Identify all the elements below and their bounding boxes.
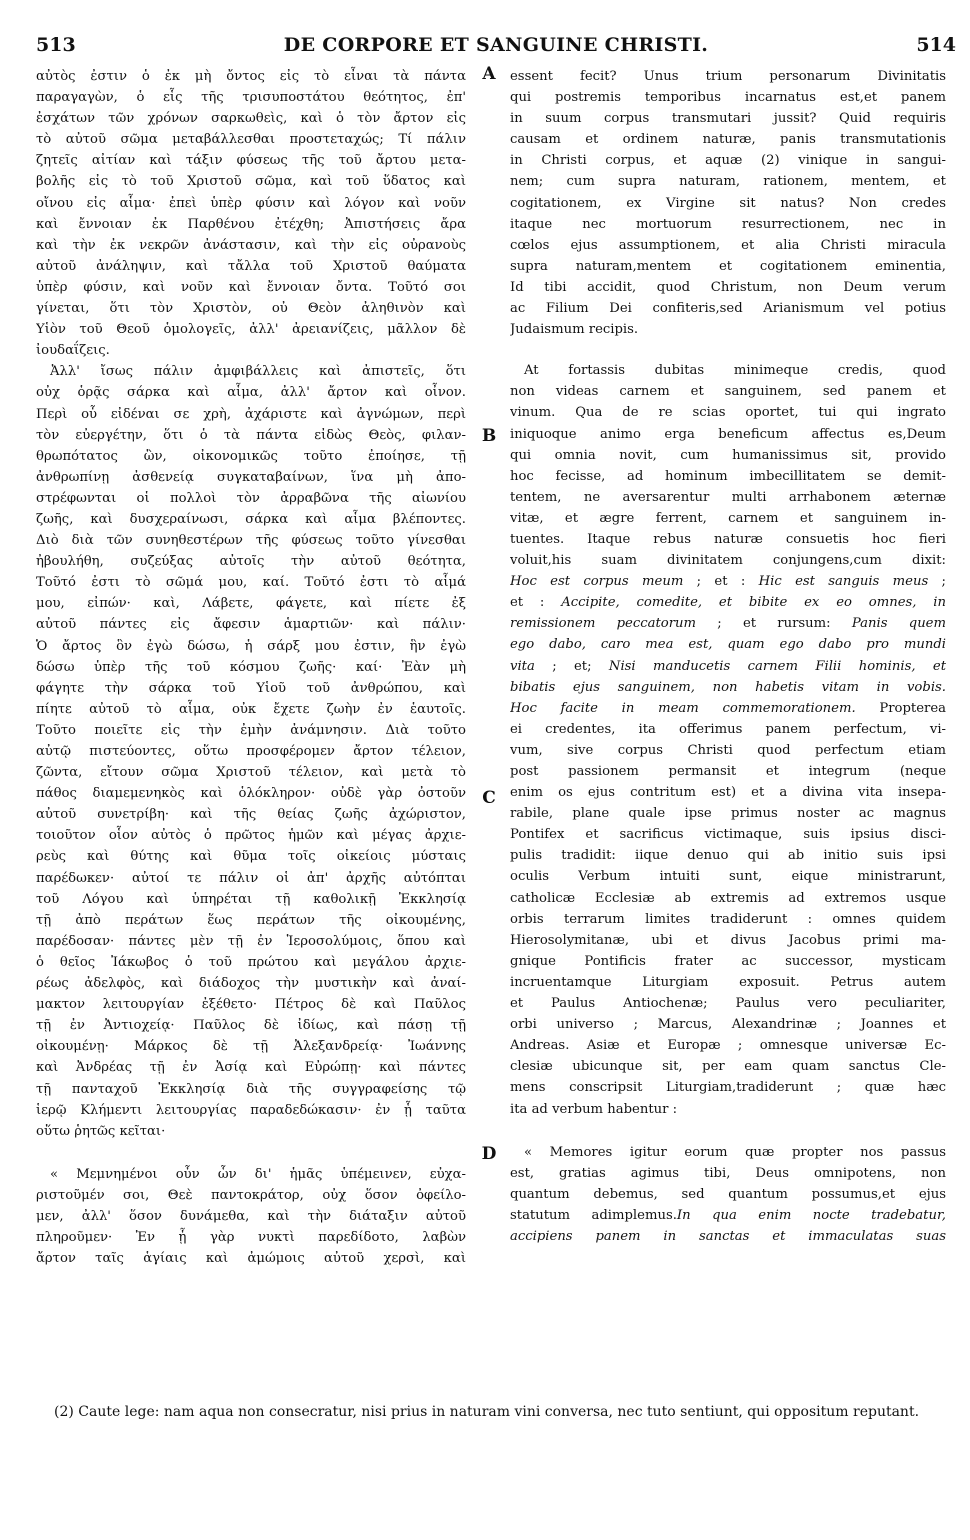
- text-run: ; et rursum:: [696, 616, 852, 632]
- text-line: Υἱὸν τοῦ Θεοῦ ὁμολογεῖς, ἀλλ' ἀρειανίζεις, μᾶλλον δὲ: [36, 322, 466, 338]
- text-line: ἐσχάτων τῶν χρόνων σαρκωθεὶς, καὶ ὁ τὸν ἄρτον εἰς: [36, 111, 466, 127]
- text-line: τῇ ἀπὸ περάτων ἕως περάτων τῆς οἰκουμένης,: [36, 912, 466, 928]
- text-line: hoc fecisse, ad hominum imbecillitatem se demit-: [510, 468, 946, 484]
- italic-quote: Hoc facite in meam commemorationem.: [510, 700, 856, 716]
- text-line: ρέως ἀδελφὸς, καὶ διάδοχος τὴν μυστικὴν καὶ ἀναί-: [36, 976, 466, 992]
- text-line: αὐτῷ πιστεύοντες, οὕτω προσφέρομεν ἄρτον τέλειον,: [36, 744, 466, 759]
- text-line: Hierosolymitanæ, ubi et divus Jacobus primi ma-: [510, 932, 946, 948]
- text-line: παραγαγὼν, ὁ εἷς τῆς τρισυποστάτου θεότητος, ἐπ': [36, 90, 466, 106]
- text-line: ὑπὲρ φύσιν, καὶ νοῦν καὶ ἔννοιαν ὄντα. Τοῦτό σοι: [36, 279, 466, 295]
- text-line: ριστοῦμέν σοι, Θεὲ παντοκράτορ, οὐχ ὅσον ὀφείλο-: [36, 1187, 466, 1203]
- italic-quote: Hic est sanguis meus: [758, 574, 929, 590]
- text-line: tuentes. Itaque rebus naturæ consuetis hoc fieri: [510, 531, 946, 547]
- text-line: ἰουδαΐζεις.: [36, 343, 110, 359]
- text-line: ἄρτον ταῖς ἁγίαις καὶ ἀμώμοις αὐτοῦ χερσὶ, καὶ: [36, 1251, 466, 1267]
- text-line: causam et ordinem naturæ, panis transmutationis: [510, 132, 946, 148]
- italic-quote: remissionem peccatorum: [510, 616, 696, 632]
- text-line: enim os ejus contritum est) et a divina vita insepa-: [510, 785, 946, 801]
- text-line: Περὶ οὗ εἰδέναι σε χρὴ, ἀχάριστε καὶ ἀγνώμων, περὶ: [36, 406, 466, 422]
- italic-quote: Accipite, comedite, et bibite ex eo omnes, in: [561, 595, 946, 611]
- text-line: τὸν εὐεργέτην, ὅτι ὁ τὰ πάντα εἰδὼς Θεὸς, φιλαν-: [36, 427, 466, 443]
- text-line: θρωπότατος ὢν, οἰκονομικῶς τοῦτο ἐποίησε, τῇ: [36, 448, 466, 464]
- text-line: ζῶντα, εἴτουν σῶμα Χριστοῦ τέλειον, καὶ μετὰ τὸ: [36, 765, 466, 781]
- text-line: orbi universo ; Marcus, Alexandrinæ ; Joannes et: [510, 1017, 946, 1033]
- text-line: Judaismum recipis.: [510, 322, 639, 338]
- text-run: ; et;: [534, 658, 609, 674]
- text-line: vinum. Qua de re scias oportet, tui qui ingrato: [510, 405, 946, 421]
- latin-column: [510, 66, 946, 1247]
- text-line: γίνεται, ὅτι τὸν Χριστὸν, οὐ Θεὸν ἀληθινὸν καὶ: [36, 301, 466, 317]
- greek-paragraph: [36, 66, 466, 361]
- text-line: οὕτω ῥητῶς κεῖται·: [36, 1123, 166, 1139]
- text-line: iniquoque animo erga beneficum affectus es,Deum: [510, 426, 946, 442]
- text-line: in Christi corpus, et aquæ (2) vinique in sangui-: [510, 153, 946, 169]
- text-line: [510, 592, 946, 613]
- text-line: Ἀλλ' ἴσως πάλιν ἀμφιβάλλεις καὶ ἀπιστεῖς, ὅτι: [50, 364, 466, 380]
- text-line: ita ad verbum habentur :: [510, 1101, 678, 1117]
- latin-paragraph: [510, 1142, 946, 1247]
- latin-paragraph: [510, 719, 946, 1120]
- text-line: τῇ ἐν Ἀντιοχείᾳ· Παῦλος δὲ ἰδίως, καὶ πάσῃ τῇ: [36, 1018, 466, 1034]
- text-line: Pontifex et sacrificus victimaque, suis ipsius disci-: [510, 827, 946, 843]
- text-line: μεν, ἀλλ' ὅσον δυνάμεθα, καὶ τὴν διάταξιν αὐτοῦ: [36, 1208, 466, 1224]
- text-line: vitæ, et ægre ferrent, carnem et sanguinem in-: [510, 510, 946, 526]
- italic-quote: In qua enim nocte tradebatur,: [676, 1207, 946, 1223]
- text-line: μου, εἰπών· καὶ, Λάβετε, φάγετε, καὶ πίετε ἐξ: [36, 596, 466, 612]
- greek-paragraph: [36, 1164, 466, 1269]
- text-line: essent fecit? Unus trium personarum Divinitatis: [510, 69, 946, 84]
- text-line: « Μεμνημένοι οὖν ὧν δι' ἡμᾶς ὑπέμεινεν, εὐχα-: [50, 1166, 466, 1182]
- text-line: αὐτοῦ ἀνάληψιν, καὶ τἄλλα τοῦ Χριστοῦ θαύματα: [36, 258, 466, 274]
- text-line: ei credentes, ita offerimus panem perfectum, vi-: [510, 721, 946, 737]
- text-line: est, gratias agimus tibi, Deus omnipotens, non: [510, 1165, 946, 1181]
- text-line: post passionem permansit et integrum (neque: [510, 764, 946, 779]
- text-line: πάθος διαμεμενηκὸς καὶ ὁλόκληρον· οὐδὲ γὰρ ὀστοῦν: [36, 786, 466, 802]
- latin-paragraph-italic: [510, 571, 946, 719]
- paragraph-gap: [510, 340, 946, 360]
- page-number-left: 513: [36, 34, 76, 56]
- text-line: ὁ θεῖος Ἰάκωβος ὁ τοῦ πρώτου καὶ μεγάλου ἀρχιε-: [36, 954, 466, 970]
- text-line: orbis terrarum limites tradiderunt : omnes quidem: [510, 911, 946, 927]
- text-line: βολῆς εἰς τὸ τοῦ Χριστοῦ σῶμα, καὶ τοῦ ὕδατος καὶ: [36, 174, 466, 190]
- page-number-right: 514: [916, 34, 956, 56]
- greek-column: [36, 66, 466, 1269]
- text-line: tentem, ne aversarentur multi arrhabonem æternæ: [510, 489, 946, 505]
- text-line: ἠβουλήθη, συζεύξας αὐτοῖς τὴν αὐτοῦ θεότητα,: [36, 554, 466, 570]
- text-run: statutum adimplemus.: [510, 1207, 677, 1223]
- text-line: αὐτοῦ πάντες εἰς ἄφεσιν ἁμαρτιῶν· καὶ πάλιν·: [36, 617, 466, 633]
- text-run: et :: [510, 595, 562, 611]
- text-line: παρέδοσαν· πάντες μὲν τῇ ἐν Ἱεροσολύμοις, ὅπου καὶ: [36, 933, 466, 949]
- text-run: ; et :: [683, 574, 759, 590]
- latin-paragraph: [510, 360, 946, 571]
- text-line: ἀνθρωπίνῃ ἀσθενείᾳ συγκαταβαίνων, ἵνα μὴ ἀπο-: [36, 469, 466, 485]
- latin-paragraph: [510, 66, 946, 340]
- text-line: accipiens panem in sanctas et immaculatas suas: [510, 1228, 946, 1244]
- text-line: [510, 634, 946, 655]
- italic-quote: ego dabo, caro mea est, quam ego dabo pro mundi: [510, 637, 946, 653]
- text-line: « Memores igitur eorum quæ propter nos passus: [524, 1144, 946, 1160]
- text-line: [510, 656, 946, 677]
- text-line: vum, sive corpus Christi quod perfectum etiam: [510, 742, 946, 758]
- text-line: voluit,his suam divinitatem conjungens,cum dixit:: [510, 553, 946, 569]
- text-line: [510, 571, 946, 592]
- text-run: ;: [928, 574, 946, 590]
- text-line: πληροῦμεν· Ἐν ᾗ γὰρ νυκτὶ παρεδίδοτο, λαβὼν: [36, 1230, 466, 1246]
- text-line: τῇ πανταχοῦ Ἐκκλησίᾳ διὰ τῆς συγγραφείσης τῷ: [36, 1081, 466, 1097]
- text-line: καὶ Ἀνδρέας τῇ ἐν Ἀσίᾳ καὶ Εὐρώπῃ· καὶ πάντες: [36, 1060, 466, 1076]
- section-marker-b: B: [481, 426, 497, 446]
- paragraph-gap: [36, 1142, 466, 1164]
- text-line: ἱερῷ Κλήμεντι λειτουργίας παραδεδώκασιν· ἐν ᾗ ταῦτα: [36, 1102, 466, 1118]
- text-line: ρεὺς καὶ θύτης καὶ θῦμα τοῖς οἰκείοις μύσταις: [36, 849, 466, 865]
- italic-quote: vita: [510, 658, 535, 674]
- text-line: τοῦ Λόγου καὶ ὑπηρέται τῇ καθολικῇ Ἐκκλησίᾳ: [36, 891, 466, 907]
- text-line: Id tibi accidit, quod Christum, non Deum verum: [510, 279, 946, 295]
- text-line: αὐτὸς ἐστιν ὁ ἐκ μὴ ὄντος εἰς τὸ εἶναι τὰ πάντα: [36, 69, 466, 84]
- text-line: φάγητε τὴν σάρκα τοῦ Υἱοῦ τοῦ ἀνθρώπου, καὶ: [36, 680, 466, 696]
- text-line: Τοῦτό ἐστι τὸ σῶμά μου, καί. Τοῦτό ἐστι τὸ αἷμά: [36, 575, 466, 591]
- section-marker-a: A: [482, 64, 496, 84]
- text-line: supra naturam,mentem et cogitationem eminentia,: [510, 258, 946, 274]
- text-line: καὶ ἔννοιαν ἐκ Παρθένου ἐτέχθη; Ἀπιστήσεις ἄρα: [36, 216, 466, 232]
- text-line: incruentamque Liturgiam exposuit. Petrus autem: [510, 974, 946, 990]
- text-line: Ὁ ἄρτος ὃν ἐγὼ δώσω, ἡ σάρξ μου ἐστιν, ἣν ἐγὼ: [36, 638, 466, 654]
- text-line: τοιοῦτον οἷον αὐτὸς ὁ πρῶτος ἡμῶν καὶ μέγας ἀρχιε-: [36, 828, 466, 844]
- text-line: qui omnia novit, cum humanissimus sit, provido: [510, 447, 946, 463]
- text-line: [510, 1205, 946, 1226]
- text-line: ζητεῖς αἰτίαν καὶ τάξιν φύσεως τῆς τοῦ ἄρτου μετα-: [36, 153, 466, 169]
- text-line: non videas carnem et sanguinem, sed panem et: [510, 384, 946, 400]
- text-line: qui postremis temporibus incarnatus est,et panem: [510, 90, 946, 106]
- text-line: δώσω ὑπὲρ τῆς τοῦ κόσμου ζωῆς· καί· Ἐὰν μὴ: [36, 659, 466, 675]
- text-line: [510, 698, 946, 719]
- text-line: itaque nec mortuorum resurrectionem, nec in: [510, 216, 946, 232]
- text-line: At fortassis dubitas minimeque credis, quod: [524, 363, 946, 379]
- text-line: clesiæ ubicunque sit, per eam quam sanctus Cle-: [510, 1059, 946, 1075]
- text-line: τὸ αὐτοῦ σῶμα μεταβάλλεσθαι προστεταχώς; Τί πάλιν: [36, 132, 466, 148]
- text-line: nem; cum supra naturam, rationem, mentem, et: [510, 174, 946, 190]
- text-line: καὶ τὴν ἐκ νεκρῶν ἀνάστασιν, καὶ τὴν εἰς οὐρανοὺς: [36, 237, 466, 253]
- text-run: Propterea: [855, 700, 946, 716]
- italic-quote: bibatis ejus sanguinem, non habetis vitam in vobis.: [510, 679, 946, 695]
- paragraph-gap: [510, 1120, 946, 1142]
- footnote: (2) Caute lege: nam aqua non consecratur, nisi prius in naturam vini conversa, nec tuto sentiunt, qui oppositum reputant.: [54, 1404, 920, 1420]
- text-line: ζωῆς, καὶ δυσχεραίνωσι, σάρκα καὶ αἷμα βλέποντες.: [36, 511, 466, 527]
- text-line: cœlos ejus assumptionem, et alia Christi miracula: [510, 237, 946, 253]
- italic-quote: Panis quem: [851, 616, 946, 632]
- text-line: gnique Pontificis frater ac successor, mysticam: [510, 953, 946, 969]
- text-line: pulis tradidit: iique denuo qui ab initio suis ipsi: [510, 848, 946, 864]
- text-line: οἴνου εἰς αἷμα· ἐπεὶ ὑπὲρ φύσιν καὶ λόγον καὶ νοῦν: [36, 195, 466, 211]
- text-line: Andreas. Asiæ et Europæ ; omnesque universæ Ec-: [510, 1038, 946, 1054]
- text-line: στρέφωνται οἱ πολλοὶ τὸν ἀρραβῶνα τῆς αἰωνίου: [36, 490, 466, 506]
- text-line: et Paulus Antiochenæ; Paulus vero peculiariter,: [510, 996, 946, 1012]
- italic-quote: Nisi manducetis carnem Filii hominis, et: [608, 658, 946, 674]
- text-line: catholicæ Ecclesiæ ab extremis ad extremos usque: [510, 890, 946, 906]
- section-marker-d: D: [481, 1144, 497, 1164]
- text-line: Τοῦτο ποιεῖτε εἰς τὴν ἐμὴν ἀνάμνησιν. Διὰ τοῦτο: [36, 722, 466, 738]
- text-line: οἰκουμένῃ· Μάρκος δὲ τῇ Ἀλεξανδρείᾳ· Ἰωάννης: [36, 1039, 466, 1055]
- section-marker-c: C: [482, 788, 496, 808]
- text-line: οὐχ ὁρᾷς σάρκα καὶ αἷμα, ἀλλ' ἄρτον καὶ οἶνον.: [36, 385, 466, 401]
- running-header: [36, 34, 956, 58]
- text-line: [510, 613, 946, 634]
- text-line: cogitationem, ex Virgine sit natus? Non credes: [510, 195, 946, 211]
- text-line: oculis Verbum intuiti sunt, eique ministrarunt,: [510, 869, 946, 885]
- running-title: DE CORPORE ET SANGUINE CHRISTI.: [283, 34, 709, 56]
- text-line: mens conscripsit Liturgiam,tradiderunt ; quæ hæc: [510, 1080, 946, 1096]
- text-line: παρέδωκεν· αὐτοί τε πάλιν οἱ ἀπ' ἀρχῆς αὐτόπται: [36, 870, 466, 886]
- text-line: quantum debemus, sed quantum possumus,et ejus: [510, 1186, 946, 1202]
- greek-paragraph: [36, 361, 466, 1141]
- italic-quote: Hoc est corpus meum: [510, 574, 684, 590]
- text-line: αὐτοῦ συνετρίβη· καὶ τῆς θείας ζωῆς ἀχώριστον,: [36, 807, 466, 823]
- text-line: [510, 677, 946, 698]
- text-line: μακτον λειτουργίαν ἐξέθετο· Πέτρος δὲ καὶ Παῦλος: [36, 997, 466, 1013]
- text-line: πίητε αὐτοῦ τὸ αἷμα, οὐκ ἔχετε ζωὴν ἐν ἑαυτοῖς.: [36, 701, 466, 717]
- text-line: in suum corpus transmutari jussit? Quid requiris: [510, 111, 946, 127]
- text-line: Διὸ διὰ τῶν συνηθεστέρων τῆς φύσεως τοῦτο γίνεσθαι: [36, 533, 466, 549]
- text-line: ac Filium Dei confiteris,sed Arianismum vel potius: [510, 301, 946, 317]
- text-line: rabile, plane quale ipse primus noster ac magnus: [510, 806, 946, 822]
